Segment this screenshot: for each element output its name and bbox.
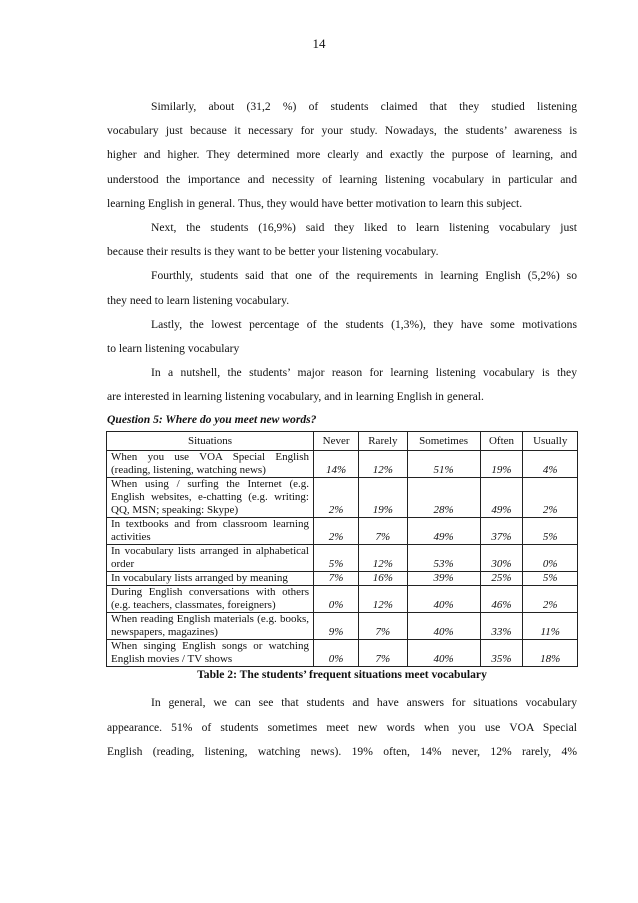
value-cell: 19% [480, 451, 523, 478]
value-cell: 49% [407, 518, 480, 545]
question-heading: Question 5: Where do you meet new words? [107, 413, 317, 427]
value-cell: 2% [314, 518, 359, 545]
value-cell: 7% [314, 572, 359, 586]
column-header: Usually [523, 432, 578, 451]
situation-cell: During English conversations with others (e.g. teachers, classmates, foreigners) [107, 586, 314, 613]
value-cell: 46% [480, 586, 523, 613]
value-cell: 12% [359, 451, 407, 478]
text-line: to learn listening vocabulary [107, 341, 240, 355]
text-line: Lastly, the lowest percentage of the students (1,3%), they have some motivations [151, 317, 577, 331]
value-cell: 37% [480, 518, 523, 545]
value-cell: 0% [314, 586, 359, 613]
value-cell: 7% [359, 613, 407, 640]
value-cell: 5% [523, 572, 578, 586]
text-line: Fourthly, students said that one of the requirements in learning English (5,2%) so [151, 269, 577, 283]
value-cell: 5% [314, 545, 359, 572]
column-header: Rarely [359, 432, 407, 451]
table-row [107, 478, 578, 518]
column-header: Sometimes [407, 432, 480, 451]
value-cell: 14% [314, 451, 359, 478]
text-line: because their results is they want to be better your listening vocabulary. [107, 245, 439, 259]
situation-cell: In vocabulary lists arranged by meaning [107, 572, 314, 586]
table-row [107, 572, 578, 586]
value-cell: 18% [523, 640, 578, 667]
page-body [107, 95, 577, 764]
value-cell: 28% [407, 478, 480, 518]
text-line: vocabulary just because it necessary for your study. Nowadays, the students’ awareness is [107, 124, 577, 138]
table-row [107, 518, 578, 545]
value-cell: 0% [523, 545, 578, 572]
value-cell: 33% [480, 613, 523, 640]
table-row [107, 451, 578, 478]
closing-paragraph [107, 691, 577, 764]
value-cell: 19% [359, 478, 407, 518]
value-cell: 51% [407, 451, 480, 478]
value-cell: 40% [407, 613, 480, 640]
page-number: 14 [312, 36, 326, 51]
situation-cell: When singing English songs or watching English movies / TV shows [107, 640, 314, 667]
table-row [107, 545, 578, 572]
value-cell: 53% [407, 545, 480, 572]
table-caption: Table 2: The students’ frequent situations meet vocabulary [197, 668, 487, 682]
value-cell: 12% [359, 545, 407, 572]
table-row [107, 613, 578, 640]
situation-cell: In textbooks and from classroom learning activities [107, 518, 314, 545]
value-cell: 2% [314, 478, 359, 518]
situations-table [106, 431, 578, 667]
value-cell: 40% [407, 586, 480, 613]
column-header: Often [480, 432, 523, 451]
table-row [107, 640, 578, 667]
situation-cell: When using / surfing the Internet (e.g. English websites, e-chatting (e.g. writing: QQ, MSN; speaking: Skype) [107, 478, 314, 518]
text-line: they need to learn listening vocabulary. [107, 293, 290, 307]
text-line: learning English in general. Thus, they would have better motivation to learn this subject. [107, 196, 523, 210]
value-cell: 16% [359, 572, 407, 586]
value-cell: 2% [523, 586, 578, 613]
value-cell: 39% [407, 572, 480, 586]
value-cell: 9% [314, 613, 359, 640]
paragraph [107, 95, 577, 409]
column-header: Never [314, 432, 359, 451]
situation-cell: When reading English materials (e.g. books, newspapers, magazines) [107, 613, 314, 640]
text-line: Next, the students (16,9%) said they liked to learn listening vocabulary just [151, 220, 577, 234]
value-cell: 40% [407, 640, 480, 667]
table-row [107, 586, 578, 613]
text-line: appearance. 51% of students sometimes meet new words when you use VOA Special [107, 720, 577, 734]
table-header-row [107, 432, 578, 451]
value-cell: 4% [523, 451, 578, 478]
table-body [107, 451, 578, 667]
value-cell: 30% [480, 545, 523, 572]
text-line: are interested in learning listening vocabulary, and in learning English in general. [107, 390, 484, 404]
value-cell: 11% [523, 613, 578, 640]
text-line: English (reading, listening, watching news). 19% often, 14% never, 12% rarely, 4% [107, 744, 577, 758]
value-cell: 7% [359, 640, 407, 667]
value-cell: 25% [480, 572, 523, 586]
text-line: In a nutshell, the students’ major reason for learning listening vocabulary is they [151, 366, 577, 380]
value-cell: 0% [314, 640, 359, 667]
value-cell: 2% [523, 478, 578, 518]
text-line: In general, we can see that students and have answers for situations vocabulary [151, 696, 577, 710]
value-cell: 49% [480, 478, 523, 518]
value-cell: 5% [523, 518, 578, 545]
text-line: higher and higher. They determined more clearly and exactly the purpose of learning, and [107, 148, 577, 162]
column-header: Situations [107, 432, 314, 451]
text-line: understood the importance and necessity of learning listening vocabulary in particular and [107, 172, 577, 186]
value-cell: 7% [359, 518, 407, 545]
text-line: Similarly, about (31,2 %) of students claimed that they studied listening [151, 100, 577, 113]
value-cell: 12% [359, 586, 407, 613]
situation-cell: When you use VOA Special English (reading, listening, watching news) [107, 451, 314, 478]
situation-cell: In vocabulary lists arranged in alphabetical order [107, 545, 314, 572]
value-cell: 35% [480, 640, 523, 667]
